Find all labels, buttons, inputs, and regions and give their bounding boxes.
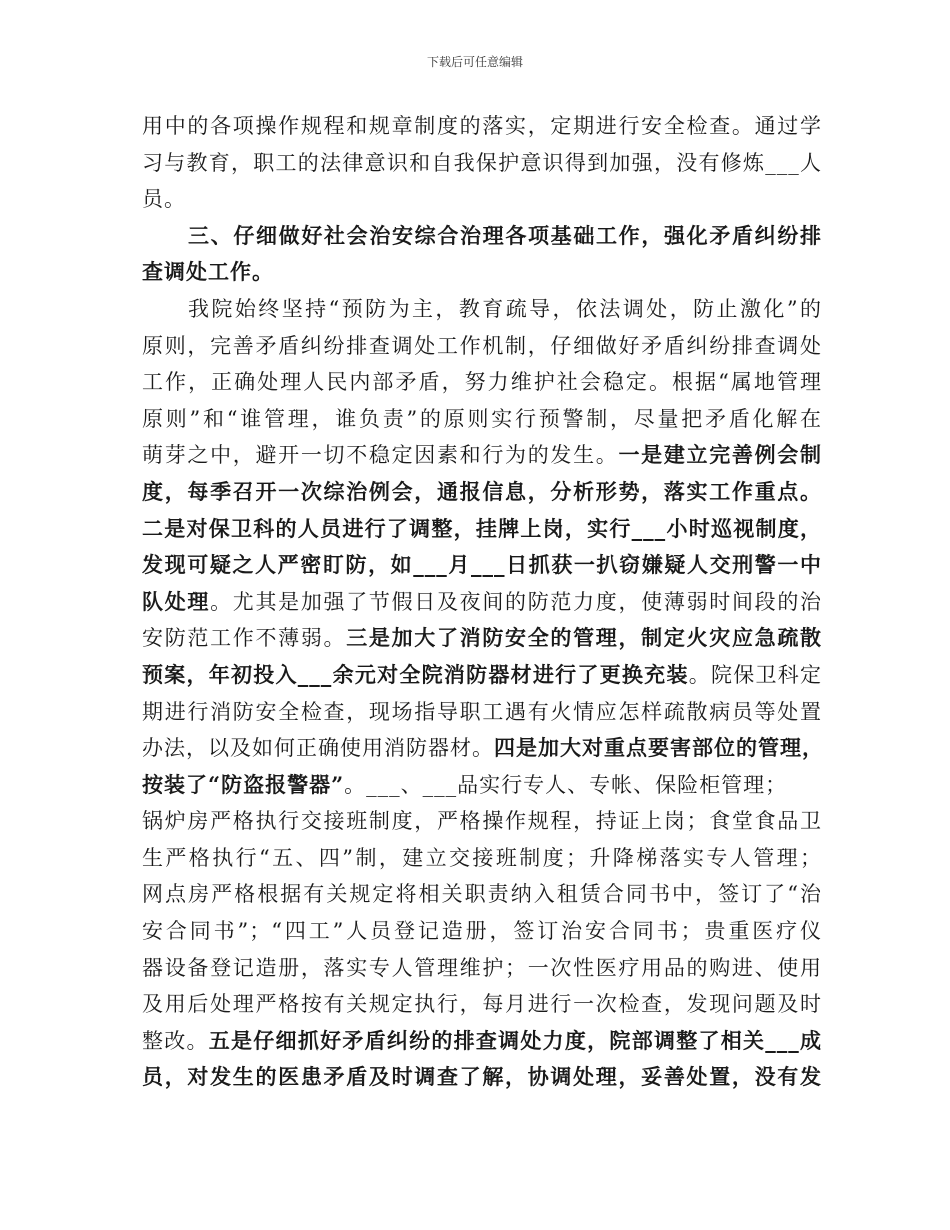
bold-text-run: 预案，年初投入___余元对全院消防器材进行了更换充装 xyxy=(142,661,689,687)
text-run: 查调处工作。 xyxy=(142,259,274,285)
text-run: 员。 xyxy=(142,187,186,212)
text-line xyxy=(142,437,822,474)
text-line xyxy=(142,730,822,767)
text-run: 。___、___品实行专人、专帐、保险柜管理； xyxy=(344,772,788,797)
text-run: 原则，完善矛盾纠纷排查调处工作机制，仔细做好矛盾纠纷排查调处 xyxy=(142,333,822,358)
text-line xyxy=(142,547,822,584)
bold-text-run: 五是仔细抓好矛盾纠纷的排查调处力度，院部调整了相关___成 xyxy=(208,1027,823,1053)
text-run: 工作，正确处理人民内部矛盾，努力维护社会稳定。根据“属地管理 xyxy=(142,370,822,395)
text-line xyxy=(142,328,822,365)
text-line xyxy=(142,584,822,621)
text-line xyxy=(142,401,822,438)
text-run: 。尤其是加强了节假日及夜间的防范力度，使薄弱时间段的治 xyxy=(210,589,823,614)
text-line xyxy=(142,803,822,840)
text-line xyxy=(142,1059,822,1096)
bold-text-run: 队处理 xyxy=(142,588,211,614)
document-body xyxy=(142,108,822,1096)
text-run: 器设备登记造册，落实专人管理维护；一次性医疗用品的购进、使用 xyxy=(142,955,822,980)
text-line xyxy=(142,254,822,291)
bold-text-run: 二是对保卫科的人员进行了调整，挂牌上岗，实行___小时巡视制度， xyxy=(142,515,822,541)
text-line xyxy=(142,218,822,255)
bold-text-run: 发现可疑之人严密盯防，如___月___日抓获一扒窃嫌疑人交刑警一中 xyxy=(142,552,822,578)
text-line xyxy=(142,767,822,804)
text-run: 办法，以及如何正确使用消防器材。 xyxy=(142,736,494,761)
page-header: 下载后可任意编辑 xyxy=(426,55,523,69)
text-line xyxy=(142,511,822,548)
text-run: 萌芽之中，避开一切不稳定因素和行为的发生。 xyxy=(142,443,619,468)
text-line xyxy=(142,694,822,731)
bold-text-run: 按装了“防盗报警器” xyxy=(142,771,345,797)
text-line xyxy=(142,620,822,657)
text-line xyxy=(142,474,822,511)
text-run: 生严格执行“五、四”制，建立交接班制度；升降梯落实专人管理； xyxy=(142,845,822,870)
bold-text-run: 员，对发生的医患矛盾及时调查了解，协调处理，妥善处置，没有发 xyxy=(142,1064,822,1090)
bold-text-run: 度，每季召开一次综治例会，通报信息，分析形势，落实工作重点。 xyxy=(142,478,822,504)
text-run: 及用后处理严格按有关规定执行，每月进行一次检查，发现问题及时 xyxy=(142,992,822,1017)
text-line xyxy=(142,950,822,987)
text-line xyxy=(142,1023,822,1060)
bold-text-run: 三是加大了消防安全的管理，制定火灾应急疏散 xyxy=(346,625,823,651)
text-run: 。院保卫科定 xyxy=(688,662,823,687)
text-run: 期进行消防安全检查，现场指导职工遇有火情应怎样疏散病员等处置 xyxy=(142,699,822,724)
text-run: 安合同书”；“四工”人员登记造册，签订治安合同书；贵重医疗仪 xyxy=(142,919,822,944)
text-run: 用中的各项操作规程和规章制度的落实，定期进行安全检查。通过学 xyxy=(142,114,822,138)
text-run: 网点房严格根据有关规定将相关职责纳入租赁合同书中，签订了“治 xyxy=(142,882,822,907)
text-line xyxy=(142,181,822,218)
text-line xyxy=(142,986,822,1023)
text-line xyxy=(142,840,822,877)
text-run: 锅炉房严格执行交接班制度，严格操作规程，持证上岗；食堂食品卫 xyxy=(142,809,822,834)
bold-text-run: 一是建立完善例会制 xyxy=(618,442,823,468)
text-run: 我院始终坚持“预防为主，教育疏导，依法调处，防止激化”的 xyxy=(188,296,822,321)
text-run: 安防范工作不薄弱。 xyxy=(142,626,347,651)
text-line xyxy=(142,657,822,694)
text-line xyxy=(142,145,822,182)
text-line xyxy=(142,364,822,401)
text-run: 三、仔细做好社会治安综合治理各项基础工作，强化矛盾纠纷排 xyxy=(188,222,822,248)
text-line xyxy=(142,876,822,913)
text-run: 习与教育，职工的法律意识和自我保护意识得到加强，没有修炼___人 xyxy=(142,150,822,175)
text-line xyxy=(142,291,822,328)
text-run: 整改。 xyxy=(142,1028,209,1053)
bold-text-run: 四是加大对重点要害部位的管理， xyxy=(494,735,824,761)
text-run: 原则”和“谁管理，谁负责”的原则实行预警制，尽量把矛盾化解在 xyxy=(142,406,822,431)
text-line xyxy=(142,913,822,950)
text-line xyxy=(142,108,822,145)
